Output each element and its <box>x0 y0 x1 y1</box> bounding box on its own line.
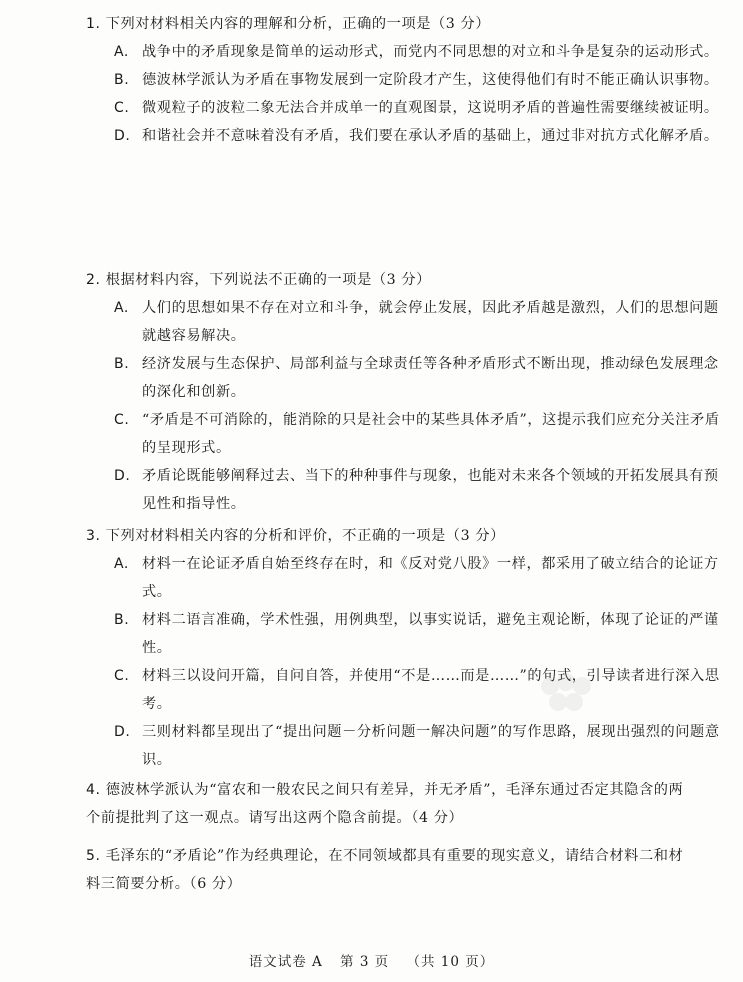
option-a <box>86 38 732 66</box>
option-text: 和谐社会并不意味着没有矛盾，我们要在承认矛盾的基础上，通过非对抗方式化解矛盾。 <box>142 128 719 144</box>
question-text: 德波林学派认为“富农和一般农民之间只有差异，并无矛盾”，毛泽东通过否定其隐含的两个前提批判了这一观点。请写出这两个隐含前提。（4 分） <box>86 782 684 826</box>
option-c <box>86 406 732 462</box>
question-1 <box>86 10 726 150</box>
option-c <box>86 94 732 122</box>
option-letter: A. <box>114 300 129 316</box>
question-stem <box>86 522 726 550</box>
question-text: 毛泽东的“矛盾论”作为经典理论，在不同领域都具有重要的现实意义，请结合材料二和材料三简要分析。（6 分） <box>86 848 684 892</box>
option-letter: C. <box>114 100 130 116</box>
question-number: 4. <box>86 782 101 798</box>
option-letter: D. <box>114 128 131 144</box>
watermark-icon <box>536 672 596 716</box>
option-letter: C. <box>114 668 130 684</box>
option-letter: A. <box>114 556 129 572</box>
question-stem <box>86 266 726 294</box>
option-text: 材料一在论证矛盾自始至终存在时，和《反对党八股》一样，都采用了破立结合的论证方式。 <box>142 556 719 600</box>
option-a <box>86 294 732 350</box>
option-b <box>86 66 732 94</box>
option-d <box>86 718 732 774</box>
option-letter: C. <box>114 412 130 428</box>
paper-name: 语文试卷 A <box>248 954 323 970</box>
question-2 <box>86 266 726 518</box>
option-a <box>86 550 732 606</box>
option-text: 战争中的矛盾现象是简单的运动形式，而党内不同思想的对立和斗争是复杂的运动形式。 <box>142 44 719 60</box>
option-text: 矛盾论既能够阐释过去、当下的种种事件与现象，也能对未来各个领域的开拓发展具有预见性和指导性。 <box>142 468 719 512</box>
option-text: 材料二语言准确，学术性强，用例典型，以事实说话，避免主观论断，体现了论证的严谨性。 <box>142 612 719 656</box>
option-b <box>86 606 732 662</box>
option-letter: D. <box>114 468 131 484</box>
question-text: 下列对材料相关内容的理解和分析，正确的一项是（3 分） <box>105 16 491 32</box>
option-text: 经济发展与生态保护、局部利益与全球责任等各种矛盾形式不断出现，推动绿色发展理念的深化和创新。 <box>142 356 719 400</box>
option-d <box>86 122 732 150</box>
option-c <box>86 662 732 718</box>
page-number: 第 3 页 <box>340 954 390 970</box>
page-total: （共 10 页） <box>406 954 495 970</box>
question-text: 根据材料内容，下列说法不正确的一项是（3 分） <box>105 272 431 288</box>
page-footer <box>0 950 743 970</box>
option-text: 人们的思想如果不存在对立和斗争，就会停止发展，因此矛盾越是激烈，人们的思想问题就越容易解决。 <box>142 300 719 344</box>
option-text: 德波林学派认为矛盾在事物发展到一定阶段才产生，这使得他们有时不能正确认识事物。 <box>142 72 719 88</box>
option-letter: D. <box>114 724 131 740</box>
option-letter: B. <box>114 72 130 88</box>
option-text: 三则材料都呈现出了“提出问题－分析问题一解决问题”的写作思路，展现出强烈的问题意识。 <box>142 724 720 768</box>
question-4 <box>86 776 686 832</box>
option-b <box>86 350 732 406</box>
option-letter: B. <box>114 356 130 372</box>
question-number: 2. <box>86 272 101 288</box>
option-letter: A. <box>114 44 129 60</box>
option-text: 材料三以设问开篇，自问自答，并使用“不是……而是……”的句式，引导读者进行深入思考。 <box>142 668 720 712</box>
question-3 <box>86 522 726 774</box>
question-stem <box>86 10 726 38</box>
option-text: 微观粒子的波粒二象无法合并成单一的直观图景，这说明矛盾的普遍性需要继续被证明。 <box>142 100 719 116</box>
option-d <box>86 462 732 518</box>
question-text: 下列对材料相关内容的分析和评价，不正确的一项是（3 分） <box>105 528 505 544</box>
option-letter: B. <box>114 612 130 628</box>
option-text: “矛盾是不可消除的，能消除的只是社会中的某些具体矛盾”，这提示我们应充分关注矛盾的呈现形式。 <box>142 412 720 456</box>
question-number: 5. <box>86 848 101 864</box>
question-5 <box>86 842 686 898</box>
question-number: 1. <box>86 16 101 32</box>
question-number: 3. <box>86 528 101 544</box>
